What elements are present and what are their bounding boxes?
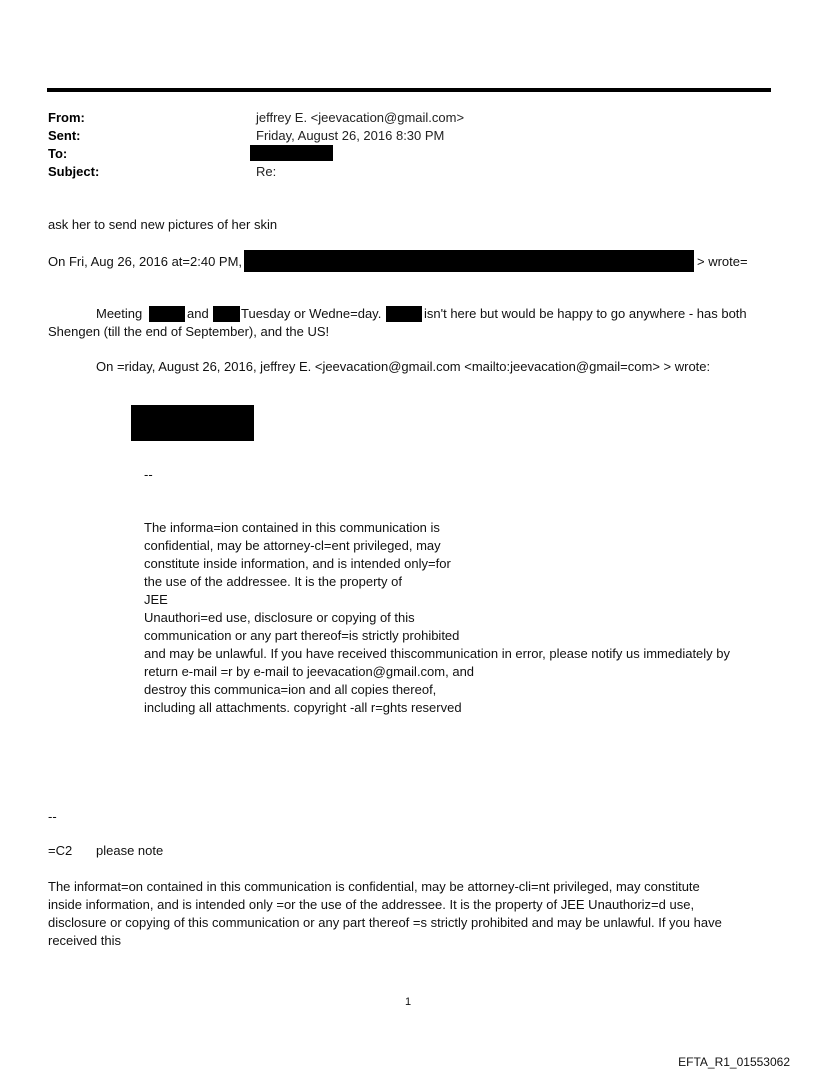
quote-intro-end: > wrote=	[697, 254, 748, 269]
to-label: To:	[48, 146, 68, 161]
dashes-2: --	[48, 809, 57, 824]
meeting-text-a: Meeting	[96, 306, 143, 321]
disclaimer-line: constitute inside information, and is intended only=for	[144, 556, 451, 571]
note-text: please note	[96, 843, 164, 858]
header-rule	[47, 88, 771, 92]
disclaimer-line: The informa=ion contained in this communication is	[144, 520, 440, 535]
disclaimer-line: JEE	[144, 592, 168, 607]
disclaimer-line: the use of the addressee. It is the property of	[144, 574, 402, 589]
final-disclaimer-block	[48, 878, 722, 950]
sent-row	[48, 126, 748, 145]
redaction-block	[131, 405, 254, 441]
dashes-1: --	[144, 467, 153, 482]
disclaimer-line: destroy this communica=ion and all copies thereof,	[144, 682, 437, 697]
meeting-text-d: isn't here but would be happy to go anywhere - has both	[424, 306, 747, 321]
disclaimer-line: and may be unlawful. If you have received thiscommunication in error, please notify us immediately by	[144, 646, 731, 661]
final-line: The informat=on contained in this communication is confidential, may be attorney-cli=nt privileged, may constitute	[48, 879, 700, 894]
redaction-sender	[244, 250, 694, 272]
note-code: =C2	[48, 843, 73, 858]
meeting-text-c: Tuesday or Wedne=day.	[241, 306, 382, 321]
document-id: EFTA_R1_01553062	[678, 1055, 790, 1069]
subject-label: Subject:	[48, 164, 100, 179]
from-label: From:	[48, 110, 85, 125]
disclaimer-line: confidential, may be attorney-cl=ent privileged, may	[144, 538, 441, 553]
disclaimer-line: including all attachments. copyright -all r=ghts reserved	[144, 700, 462, 715]
redaction-name-2	[213, 306, 240, 322]
subject-value: Re:	[256, 164, 277, 179]
final-line: disclosure or copying of this communication or any part thereof =s strictly prohibited and may be unlawful. If you have	[48, 915, 722, 930]
redaction-to	[250, 145, 333, 161]
body-line-1: ask her to send new pictures of her skin	[48, 217, 278, 232]
sent-label: Sent:	[48, 128, 81, 143]
final-line: inside information, and is intended only =or the use of the addressee. It is the property of JEE Unauthoriz=d use,	[48, 897, 695, 912]
to-row	[48, 144, 748, 163]
from-value: jeffrey E. <jeevacation@gmail.com>	[256, 110, 465, 125]
sent-value: Friday, August 26, 2016 8:30 PM	[256, 128, 445, 143]
redaction-name-3	[386, 306, 422, 322]
disclaimer-block	[144, 519, 730, 717]
quote-intro-start: On Fri, Aug 26, 2016 at=2:40 PM,	[48, 254, 243, 269]
from-row	[48, 108, 748, 127]
quote2-intro: On =riday, August 26, 2016, jeffrey E. <jeevacation@gmail.com <mailto:jeevacation@gmail=com> > wrote:	[96, 359, 711, 374]
meeting-line-2: Shengen (till the end of September), and the US!	[48, 324, 330, 339]
meeting-text-b: and	[187, 306, 209, 321]
disclaimer-line: Unauthori=ed use, disclosure or copying of this	[144, 610, 415, 625]
disclaimer-line: communication or any part thereof=is strictly prohibited	[144, 628, 460, 643]
disclaimer-line: return e-mail =r by e-mail to jeevacation@gmail.com, and	[144, 664, 475, 679]
final-line: received this	[48, 933, 121, 948]
subject-row	[48, 162, 748, 181]
redaction-name-1	[149, 306, 185, 322]
page-number: 1	[404, 996, 412, 1008]
